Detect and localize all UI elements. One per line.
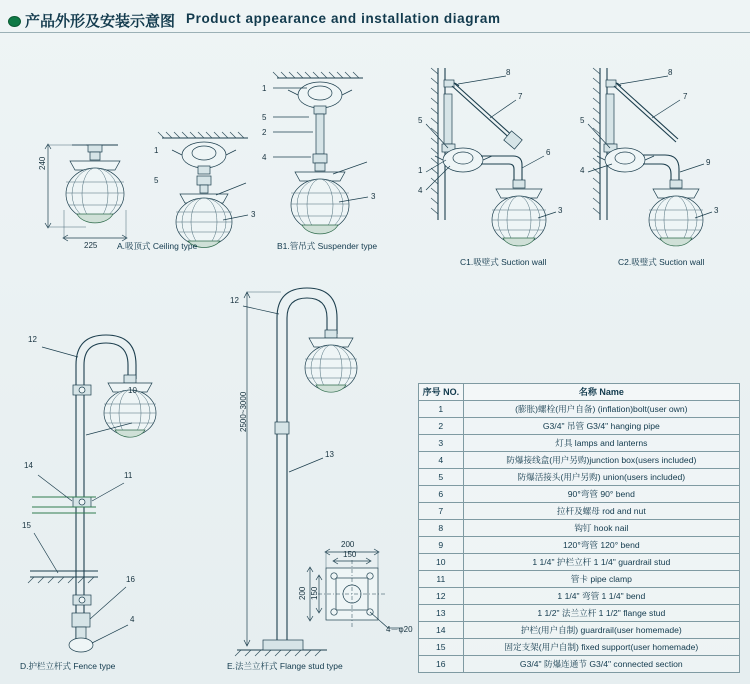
table-header-name: 名称 Name (463, 384, 739, 401)
dimension-pole-height: 2500~3000 (239, 391, 248, 432)
callout-8: 8 (506, 68, 511, 77)
figure-suspender-type (255, 60, 430, 260)
cell-no: 5 (419, 469, 464, 486)
callout-8: 8 (668, 68, 673, 77)
figure-caption-b1: B1.管吊式 Suspender type (277, 241, 378, 251)
cell-no: 3 (419, 435, 464, 452)
cell-name: 防爆活接头(用户另购) union(users included) (463, 469, 739, 486)
dimension-plate-150-top: 150 (343, 550, 357, 559)
table-row (419, 639, 740, 656)
cell-name: G3/4" 吊管 G3/4" hanging pipe (463, 418, 739, 435)
callout-6: 6 (546, 148, 551, 157)
callout-4: 4 (262, 153, 267, 162)
table-row (419, 656, 740, 673)
table-header-no: 序号 NO. (419, 384, 464, 401)
callout-11: 11 (124, 471, 133, 480)
figure-flange-plate-detail (298, 540, 418, 640)
cell-name: 90°弯管 90° bend (463, 486, 739, 503)
header-divider (0, 32, 750, 33)
cell-no: 9 (419, 537, 464, 554)
callout-5: 5 (262, 113, 267, 122)
callout-3: 3 (371, 192, 376, 201)
cell-name: 120°弯管 120° bend (463, 537, 739, 554)
callout-3: 3 (251, 210, 256, 219)
cell-no: 10 (419, 554, 464, 571)
table-row (419, 588, 740, 605)
cell-name: 钩钉 hook nail (463, 520, 739, 537)
page-title-cn: 产品外形及安装示意图 (25, 13, 176, 30)
dimension-width: 225 (84, 241, 98, 250)
cell-name: G3/4" 防爆连通节 G3/4" connected section (463, 656, 739, 673)
cell-name: 1 1/2" 法兰立杆 1 1/2" flange stud (463, 605, 739, 622)
figure-ceiling-type (20, 60, 270, 260)
table-row (419, 401, 740, 418)
callout-5: 5 (418, 116, 423, 125)
table-row (419, 554, 740, 571)
figure-caption-a: A.吸顶式 Ceiling type (117, 241, 198, 251)
cell-name: 护栏(用户自制) guardrail(user homemade) (463, 622, 739, 639)
callout-16: 16 (126, 575, 135, 584)
table-row (419, 469, 740, 486)
figure-fence-type (20, 275, 220, 675)
callout-13: 13 (325, 450, 334, 459)
cell-no: 13 (419, 605, 464, 622)
cell-no: 11 (419, 571, 464, 588)
table-row (419, 520, 740, 537)
cell-name: 灯具 lamps and lanterns (463, 435, 739, 452)
figure-suction-wall-c1 (418, 60, 578, 267)
dimension-plate-200-left: 200 (298, 586, 307, 600)
callout-1: 1 (262, 84, 267, 93)
cell-name: 拉杆及螺母 rod and nut (463, 503, 739, 520)
table-row (419, 503, 740, 520)
callout-12: 12 (28, 335, 37, 344)
table-row (419, 571, 740, 588)
page-title-en: Product appearance and installation diagram (186, 11, 501, 26)
parts-table (418, 383, 740, 673)
callout-5: 5 (154, 176, 159, 185)
cell-name: 1 1/4" 护栏立杆 1 1/4" guardrail stud (463, 554, 739, 571)
callout-9: 9 (706, 158, 711, 167)
figure-caption-e: E.法兰立杆式 Flange stud type (227, 661, 343, 671)
cell-name: 固定支架(用户自制) fixed support(user homemade) (463, 639, 739, 656)
callout-12: 12 (230, 296, 239, 305)
table-header-row (419, 384, 740, 401)
table-row (419, 435, 740, 452)
bullet-icon (8, 16, 21, 27)
callout-10: 10 (128, 386, 137, 395)
callout-3: 3 (558, 206, 563, 215)
cell-no: 6 (419, 486, 464, 503)
callout-3: 3 (714, 206, 719, 215)
cell-name: 防爆接线盒(用户另购)junction box(users included) (463, 452, 739, 469)
callout-2: 2 (262, 128, 267, 137)
table-row (419, 605, 740, 622)
callout-1: 1 (154, 146, 159, 155)
dimension-holes: 4－φ20 (386, 625, 413, 634)
table-row (419, 622, 740, 639)
page-header (0, 6, 750, 32)
callout-7: 7 (518, 92, 523, 101)
table-row (419, 537, 740, 554)
figure-caption-d: D.护栏立杆式 Fence type (20, 661, 116, 671)
cell-no: 8 (419, 520, 464, 537)
callout-4: 4 (418, 186, 423, 195)
dimension-plate-200-top: 200 (341, 540, 355, 549)
figure-caption-c1: C1.吸壁式 Suction wall (460, 257, 547, 267)
callout-4: 4 (130, 615, 135, 624)
callout-15: 15 (22, 521, 31, 530)
callout-7: 7 (683, 92, 688, 101)
cell-no: 14 (419, 622, 464, 639)
cell-name: (膨胀)螺栓(用户自备) (inflation)bolt(user own) (463, 401, 739, 418)
table-row (419, 452, 740, 469)
callout-14: 14 (24, 461, 33, 470)
figure-caption-c2: C2.吸璧式 Suction wall (618, 257, 705, 267)
callout-1: 1 (418, 166, 423, 175)
cell-name: 管卡 pipe clamp (463, 571, 739, 588)
cell-no: 4 (419, 452, 464, 469)
cell-no: 15 (419, 639, 464, 656)
callout-4: 4 (580, 166, 585, 175)
cell-no: 16 (419, 656, 464, 673)
callout-5: 5 (580, 116, 585, 125)
cell-no: 2 (419, 418, 464, 435)
cell-name: 1 1/4" 弯管 1 1/4" bend (463, 588, 739, 605)
dimension-height: 240 (38, 156, 47, 170)
figure-suction-wall-c2 (580, 60, 745, 267)
cell-no: 1 (419, 401, 464, 418)
dimension-plate-150-left: 150 (310, 586, 319, 600)
cell-no: 7 (419, 503, 464, 520)
table-row (419, 486, 740, 503)
cell-no: 12 (419, 588, 464, 605)
table-row (419, 418, 740, 435)
